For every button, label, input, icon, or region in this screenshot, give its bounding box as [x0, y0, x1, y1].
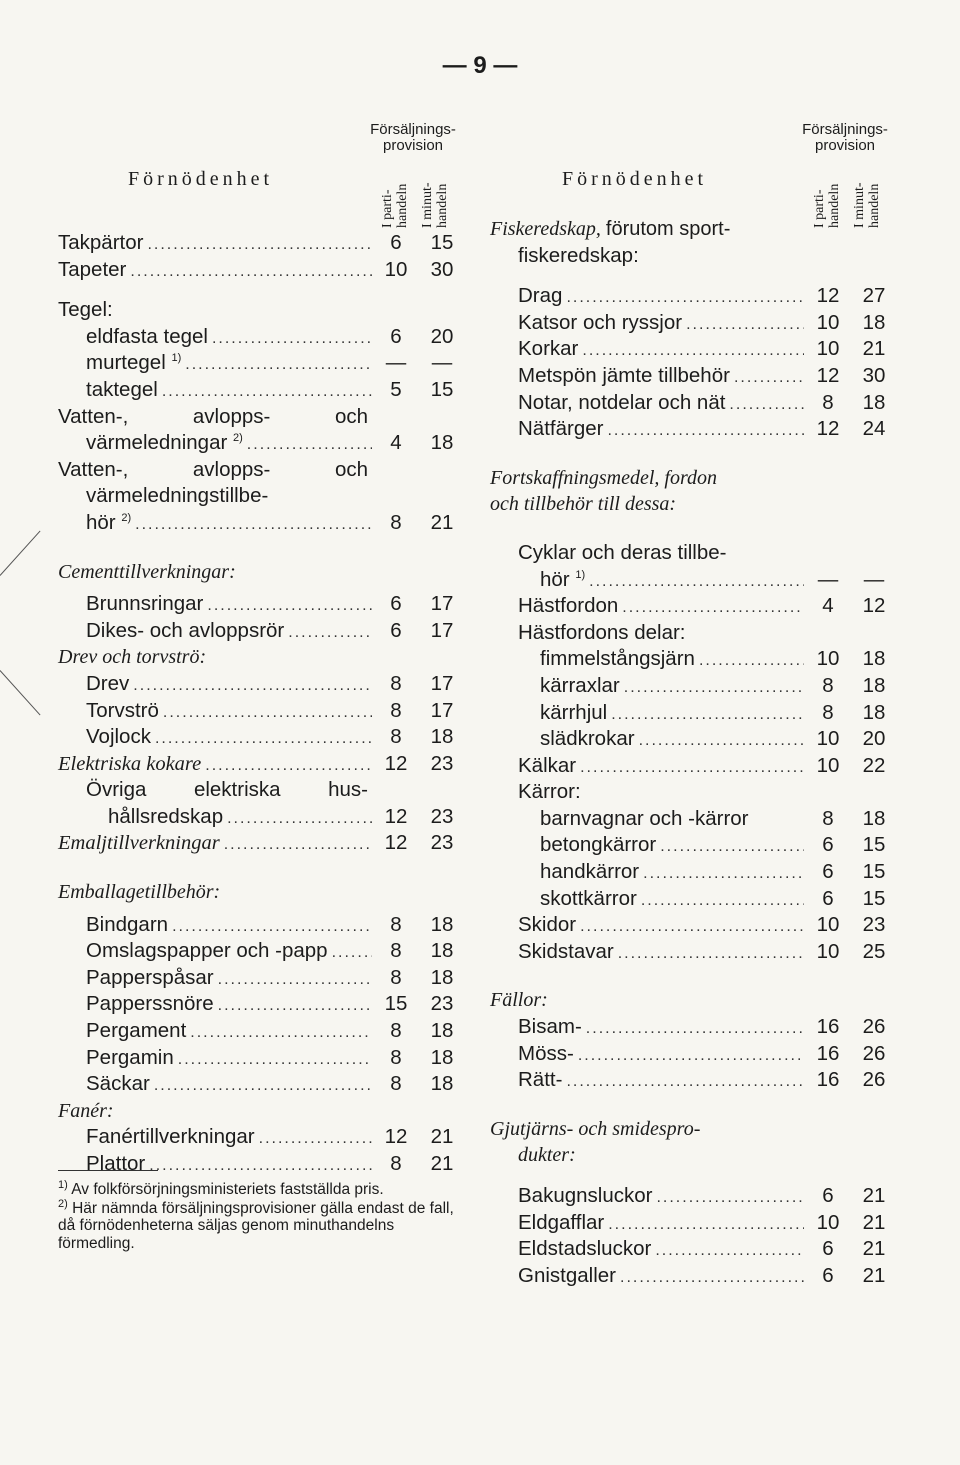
page-number: — 9 — [442, 52, 518, 79]
table-row: Dikes- och avloppsrör ..... 6 17 [58, 618, 468, 645]
category-heading: Tegel: [58, 298, 113, 322]
table-row: skottkärror ..... 6 15 [490, 886, 900, 913]
category-heading: Drev och torvströ: [58, 646, 207, 669]
item-label-line: Övriga elektriska hus- [86, 778, 368, 802]
footnote-2: $^{2)}$ Här nämnda försäljningsprovisioner gälla endast de fall, då förnödenheterna säljas genom minuthandelns förmedling. [58, 1197, 454, 1252]
scan-mark [0, 531, 41, 576]
footnotes [58, 1170, 468, 1253]
table-row: Korkar ..... 10 21 [490, 336, 900, 363]
category-heading: Fanér: [58, 1099, 114, 1122]
table-row: Fanértillverkningar ..... 12 21 [58, 1124, 468, 1151]
table-row: betongkärror ..... 6 15 [490, 832, 900, 859]
footnote-1: $^{1)}$ Av folkförsörjningsministeriets fastställda pris. [58, 1178, 384, 1198]
table-row: Möss- ..... 16 26 [490, 1041, 900, 1068]
table-row: Eldstadsluckor ..... 6 21 [490, 1236, 900, 1263]
table-row: Drev ..... 8 17 [58, 671, 468, 698]
table-row: Takpärtor ..... 6 15 [58, 230, 468, 257]
table-row: Papperssnöre ..... 15 23 [58, 991, 468, 1018]
table-row: hållsredskap ..... 12 23 [58, 804, 468, 831]
table-row: Hästfordon ..... 4 12 [490, 593, 900, 620]
table-row: hör $^{1)}$ ..... — — [490, 567, 900, 594]
table-row: Katsor och ryssjor ..... 10 18 [490, 310, 900, 337]
table-row: Bakugnsluckor ..... 6 21 [490, 1183, 900, 1210]
category-heading: Fällor: [490, 989, 548, 1012]
table-row: eldfasta tegel ..... 6 20 [58, 324, 468, 351]
table-row: Notar, notdelar och nät ..... 8 18 [490, 390, 900, 417]
item-label-line: Vatten-, avlopps- och [58, 457, 368, 481]
footnote-rule [58, 1170, 158, 1171]
table-row: slädkrokar ..... 10 20 [490, 726, 900, 753]
col-partihandeln: I parti- handeln [380, 183, 410, 228]
table-row: Skidstavar ..... 10 25 [490, 939, 900, 966]
category-heading: Fortskaffningsmedel, fordon [490, 466, 718, 489]
table-row: Drag ..... 12 27 [490, 283, 900, 310]
col-minuthandeln: I minut- handeln [852, 182, 882, 228]
table-row: Elektriska kokare ..... 12 23 [58, 751, 468, 778]
table-row: Nätfärger ..... 12 24 [490, 416, 900, 443]
table-row: kärrhjul ..... 8 18 [490, 700, 900, 727]
table-row: Kälkar ..... 10 22 [490, 753, 900, 780]
table-header-right [490, 112, 900, 230]
scan-mark [0, 670, 41, 715]
table-row: Torvströ ..... 8 17 [58, 698, 468, 725]
category-heading: Fiskeredskap, förutom sport- [490, 218, 731, 240]
category-heading-line2: fiskeredskap: [518, 243, 639, 267]
table-row: fimmelstångsjärn ..... 10 18 [490, 646, 900, 673]
col-partihandeln: I parti- handeln [812, 183, 842, 228]
category-heading: Kärror: [518, 780, 581, 804]
table-row: Bindgarn ..... 8 18 [58, 912, 468, 939]
provision-heading: Försäljnings- provision [802, 121, 888, 154]
table-row: taktegel ..... 5 15 [58, 377, 468, 404]
table-row: Pergamin ..... 8 18 [58, 1045, 468, 1072]
table-row: murtegel $^{1)}$ ..... — — [58, 350, 468, 377]
table-row: handkärror ..... 6 15 [490, 859, 900, 886]
category-heading: Hästfordons delar: [518, 620, 686, 644]
table-row: Gnistgaller ..... 6 21 [490, 1263, 900, 1290]
category-heading: Gjutjärns- och smidespro- [490, 1117, 701, 1140]
table-row: Skidor ..... 10 23 [490, 912, 900, 939]
item-label-line: Vatten-, avlopps- och [58, 404, 368, 428]
table-row: Papperspåsar ..... 8 18 [58, 965, 468, 992]
right-column [490, 112, 900, 1289]
table-row: Bisam- ..... 16 26 [490, 1014, 900, 1041]
table-row: Pergament ..... 8 18 [58, 1018, 468, 1045]
item-label-line: Cyklar och deras tillbe- [518, 540, 727, 564]
table-row: Emaljtillverkningar ..... 12 23 [58, 830, 468, 857]
column-title: Förnödenhet [128, 168, 274, 190]
provision-heading: Försäljnings- provision [370, 121, 456, 154]
table-row: Plattor ..... 8 21 [58, 1151, 468, 1178]
category-heading-line2: och tillbehör till dessa: [490, 493, 677, 516]
category-heading: Emballagetillbehör: [58, 881, 221, 904]
category-heading: Cementtillverkningar: [58, 560, 236, 583]
table-row: barnvagnar och -kärror 8 18 [540, 806, 886, 830]
category-heading-line2: dukter: [518, 1144, 576, 1167]
table-row: Brunnsringar ..... 6 17 [58, 591, 468, 618]
left-column [58, 112, 468, 1178]
table-row: Tapeter ..... 10 30 [58, 257, 468, 284]
table-row: värmeledningar $^{2)}$ ..... 4 18 [58, 430, 468, 457]
table-row: Vojlock ..... 8 18 [58, 724, 468, 751]
table-row: Omslagspapper och -papp ..... 8 18 [58, 938, 468, 965]
column-title: Förnödenhet [562, 168, 708, 190]
col-minuthandeln: I minut- handeln [420, 182, 450, 228]
table-row: hör $^{2)}$ ..... 8 21 [58, 510, 468, 537]
table-row: Metspön jämte tillbehör ..... 12 30 [490, 363, 900, 390]
item-label-line: värmeledningstillbe- [86, 484, 269, 508]
table-row: Rätt- ..... 16 26 [490, 1067, 900, 1094]
table-header-left [58, 112, 468, 230]
table-row: Eldgafflar ..... 10 21 [490, 1210, 900, 1237]
table-row: Säckar ..... 8 18 [58, 1071, 468, 1098]
table-row: kärraxlar ..... 8 18 [490, 673, 900, 700]
